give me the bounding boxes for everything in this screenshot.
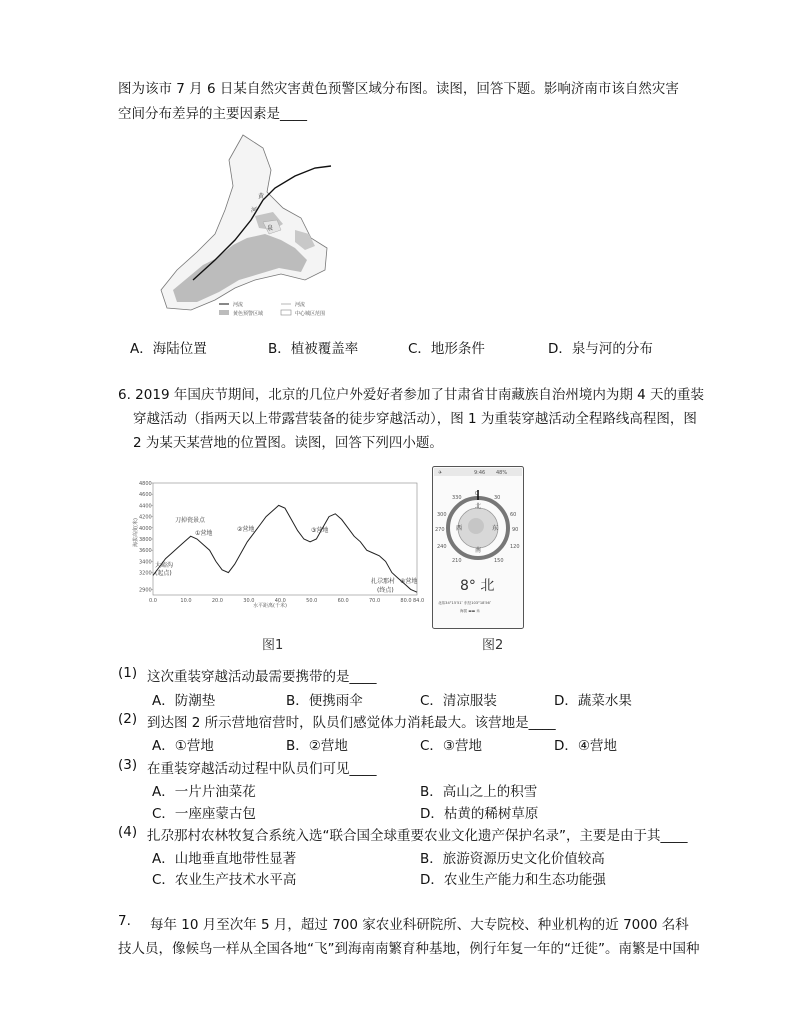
annot-camp1: ①营地 [195,530,213,537]
q6-sub4-opt-d[interactable]: D．农业生产能力和生态功能强 [420,872,606,888]
fig2-caption: 图2 [482,638,504,653]
status-time: 9:46 [474,470,486,476]
dial-300: 300 [437,512,447,518]
map-river-char-3: 泉 [267,225,274,232]
map-river-char-2: 河 [251,207,258,214]
map-legend [219,301,325,317]
dial-120: 120 [510,544,520,550]
q6-sub2-stem: 到达图 2 所示营地宿营时，队员们感觉体力消耗最大。该营地是____ [147,715,556,731]
legend-river: 河流 [233,302,244,308]
dir-west: 西 [456,525,463,532]
dir-south: 南 [475,547,482,554]
x-tick-label: 40.0 [274,598,286,604]
dial-30: 30 [494,495,501,501]
q6-stem-line3: 2 为某天某营地的位置图。读图，回答下列四小题。 [133,435,443,451]
q6-sub2-opt-c[interactable]: C．③营地 [420,738,483,754]
elevation-chart [125,475,425,610]
q6-sub3-opt-c[interactable]: C．一座座蒙古包 [152,806,256,822]
dial-60: 60 [510,512,517,518]
annot-camp3: ③营地 [311,527,329,534]
y-axis-label: 海拔高度(米) [133,518,139,547]
q6-sub3-opt-b[interactable]: B．高山之上的积雪 [420,784,538,800]
y-tick-label: 4200 [139,514,152,521]
q6-stem-line2: 穿越活动（指两天以上带露营装备的徒步穿越活动），图 1 为重装穿越活动全程路线高程图，图 [133,411,697,427]
dial-270: 270 [435,527,445,533]
q5-option-b[interactable]: B．植被覆盖率 [268,341,359,357]
y-tick-label: 3600 [139,548,152,555]
q6-sub2-opt-a[interactable]: A．①营地 [152,738,214,754]
y-tick-label: 3200 [139,570,152,577]
x-tick-label: 50.0 [306,598,318,604]
annot-camp4: ④营地 [400,578,418,585]
x-axis-label: 水平距离(千米) [253,603,287,609]
annot-start-note: (起点) [155,570,172,577]
y-tick-label: 2900 [139,587,152,594]
dial-240: 240 [437,544,447,550]
q6-sub1-opt-c[interactable]: C．清凉服装 [420,693,497,709]
x-tick-label: 84.0 [413,598,425,604]
q7-number: 7. [118,913,131,929]
annot-camp2: ②营地 [237,526,255,533]
x-tick-label: 60.0 [337,598,349,604]
q6-sub1-opt-d[interactable]: D．蔬菜水果 [554,693,632,709]
x-tick-label: 70.0 [369,598,381,604]
legend-warning: 黄色预警区域 [233,311,264,317]
warning-area-map [155,130,335,320]
q6-sub3-opt-a[interactable]: A．一片片油菜花 [152,784,256,800]
q5-stem-line2: 空间分布差异的主要因素是____ [118,106,307,122]
phone-compass [432,466,524,629]
annot-end-note: (终点) [377,587,394,594]
annot-village: 扎尕那村 [371,578,396,585]
x-tick-label: 10.0 [180,598,192,604]
q6-sub2-opt-d[interactable]: D．④营地 [554,738,617,754]
q6-sub1-no: (1) [118,665,138,681]
dir-east: 东 [492,525,499,532]
q6-sub3-stem: 在重装穿越活动过程中队员们可见____ [147,761,377,777]
x-tick-label: 30.0 [243,598,255,604]
q6-sub4-opt-c[interactable]: C．农业生产技术水平高 [152,872,297,888]
q5-option-a[interactable]: A．海陆位置 [130,341,207,357]
q6-sub4-opt-b[interactable]: B．旅游资源历史文化价值较高 [420,851,605,867]
q6-sub1-opt-b[interactable]: B．便携雨伞 [286,693,363,709]
annot-scenic: 刀掉瓷景点 [175,517,206,524]
x-tick-label: 20.0 [211,598,223,604]
map-river-char-1: 黄 [258,193,265,200]
airplane-icon: ✈ [438,470,443,476]
x-tick-label: 0.0 [149,598,157,604]
q6-sub4-stem: 扎尕那村农林牧复合系统入选“联合国全球重要农业文化遗产保护名录”，主要是由于其____ [147,828,688,844]
heading-readout: 8° 北 [460,578,495,594]
q7-stem-line2: 技人员，像候鸟一样从全国各地“飞”到海南南繁育种基地，例行年复一年的“迁徙”。南繁是中国种 [118,941,700,957]
y-tick-label: 3400 [139,559,152,566]
q6-sub1-opt-a[interactable]: A．防潮垫 [152,693,216,709]
q6-sub3-opt-d[interactable]: D．枯黄的稀树草原 [420,806,539,822]
y-tick-label: 4800 [139,481,152,487]
dial-90: 90 [512,527,519,533]
coords-readout: 北纬34°15′51″ 东经103°18′56″ [438,601,492,605]
q6-sub4-opt-a[interactable]: A．山地垂直地带性显著 [152,851,297,867]
x-tick-label: 80.0 [400,598,412,604]
y-tick-label: 4400 [139,503,152,510]
dial-150: 150 [494,558,504,564]
q5-stem-line1: 图为该市 7 月 6 日某自然灾害黄色预警区域分布图。读图，回答下题。影响济南市该自然灾害 [118,81,679,97]
q6-sub4-no: (4) [118,824,138,840]
y-tick-label: 4000 [139,525,152,532]
status-battery: 48% [496,470,508,476]
dial-330: 330 [452,495,462,501]
q7-stem-line1: 每年 10 月至次年 5 月，超过 700 家农业科研院所、大专院校、种业机构的近 7000 名科 [150,917,689,933]
y-tick-label: 4600 [139,492,152,499]
q6-sub1-stem: 这次重装穿越活动最需要携带的是____ [147,669,377,685]
dir-north: 北 [475,503,482,510]
legend-urban: 中心城区范围 [295,311,326,317]
q5-option-c[interactable]: C．地形条件 [408,341,485,357]
q6-sub3-no: (3) [118,757,138,773]
fig1-caption: 图1 [262,638,284,653]
altitude-readout: 海拔 ▬▬ 米 [460,609,480,613]
q6-stem-line1: 6. 2019 年国庆节期间，北京的几位户外爱好者参加了甘肃省甘南藏族自治州境内为期 4 天的重装 [118,387,704,403]
q6-sub2-opt-b[interactable]: B．②营地 [286,738,348,754]
q5-option-d[interactable]: D．泉与河的分布 [548,341,653,357]
y-tick-label: 3800 [139,537,152,543]
dial-210: 210 [452,558,462,564]
annot-start: 大峪沟 [155,562,174,569]
dial-0: 0 [475,491,479,497]
q6-sub2-no: (2) [118,711,138,727]
legend-river-2: 河流 [295,302,306,308]
